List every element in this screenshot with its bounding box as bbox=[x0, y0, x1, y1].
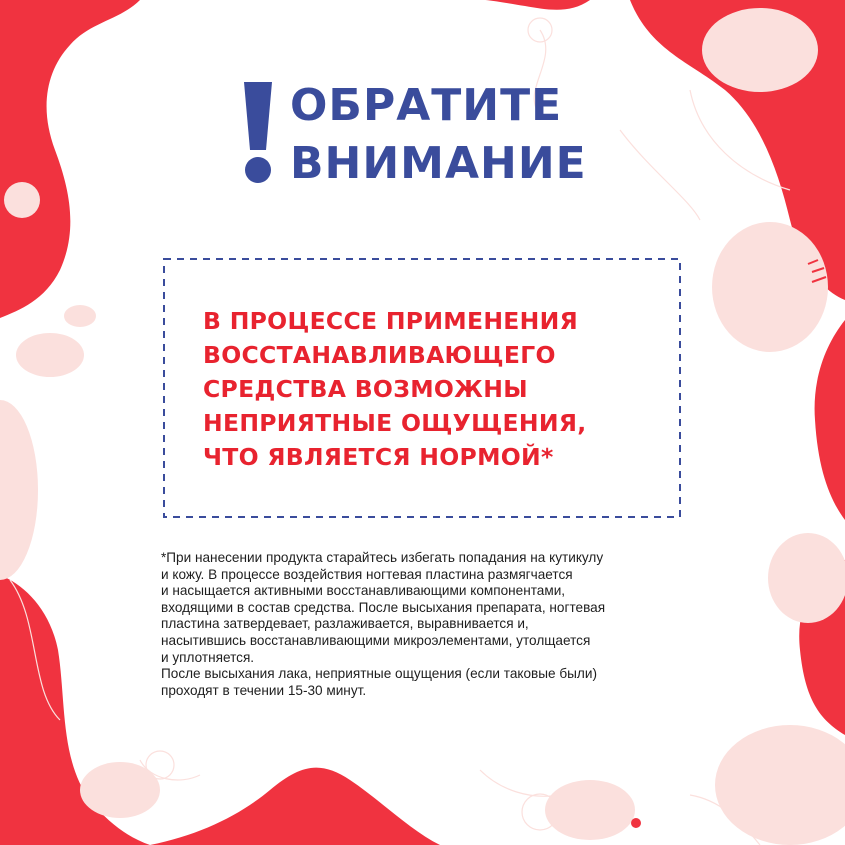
footnote-line: и насыщается активными восстанавливающими компонентами, bbox=[161, 583, 566, 599]
red-dot bbox=[631, 818, 641, 828]
headline-line-1: ОБРАТИТЕ bbox=[290, 80, 563, 131]
footnote-line: После высыхания лака, неприятные ощущения (если таковые были) bbox=[161, 666, 597, 682]
footnote bbox=[161, 550, 701, 699]
footnote-line: проходят в течении 15-30 минут. bbox=[161, 682, 367, 698]
callout-line: СРЕДСТВА ВОЗМОЖНЫ bbox=[203, 375, 528, 403]
blush-blob bbox=[545, 780, 635, 840]
footnote-line: входящими в состав средства. После высыхания препарата, ногтевая bbox=[161, 599, 606, 615]
callout-line: В ПРОЦЕССЕ ПРИМЕНЕНИЯ bbox=[203, 307, 578, 335]
callout-box bbox=[163, 258, 681, 518]
footnote-line: и кожу. В процессе воздействия ногтевая пластина размягчается bbox=[161, 566, 573, 582]
blush-blob bbox=[715, 725, 845, 845]
blush-blob bbox=[64, 305, 96, 327]
red-blob-right bbox=[815, 320, 845, 520]
blush-blob bbox=[768, 533, 845, 623]
callout-text bbox=[203, 304, 663, 474]
footnote-line: пластина затвердевает, разлаживается, выравнивается и, bbox=[161, 616, 529, 632]
headline bbox=[238, 80, 638, 190]
footnote-line: *При нанесении продукта старайтесь избегать попадания на кутикулу bbox=[161, 550, 604, 565]
callout-line: ЧТО ЯВЛЯЕТСЯ НОРМОЙ* bbox=[203, 443, 554, 471]
callout-line: НЕПРИЯТНЫЕ ОЩУЩЕНИЯ, bbox=[203, 409, 587, 437]
blush-blob bbox=[0, 400, 38, 580]
red-blob-bottom bbox=[150, 768, 440, 845]
callout-line: ВОССТАНАВЛИВАЮЩЕГО bbox=[203, 341, 556, 369]
headline-line-2: ВНИМАНИЕ bbox=[290, 138, 587, 189]
red-blob-top-left bbox=[0, 0, 140, 318]
exclamation-icon bbox=[238, 80, 278, 185]
footnote-line: насытившись восстанавливающими микроэлементами, утолщается bbox=[161, 632, 591, 648]
blush-blob bbox=[712, 222, 828, 352]
blush-blob bbox=[16, 333, 84, 377]
outline-circle bbox=[146, 751, 174, 779]
blush-blob bbox=[702, 8, 818, 92]
blush-blob bbox=[4, 182, 40, 218]
red-blob-top-band bbox=[140, 0, 590, 10]
footnote-line: и уплотняется. bbox=[161, 649, 255, 665]
